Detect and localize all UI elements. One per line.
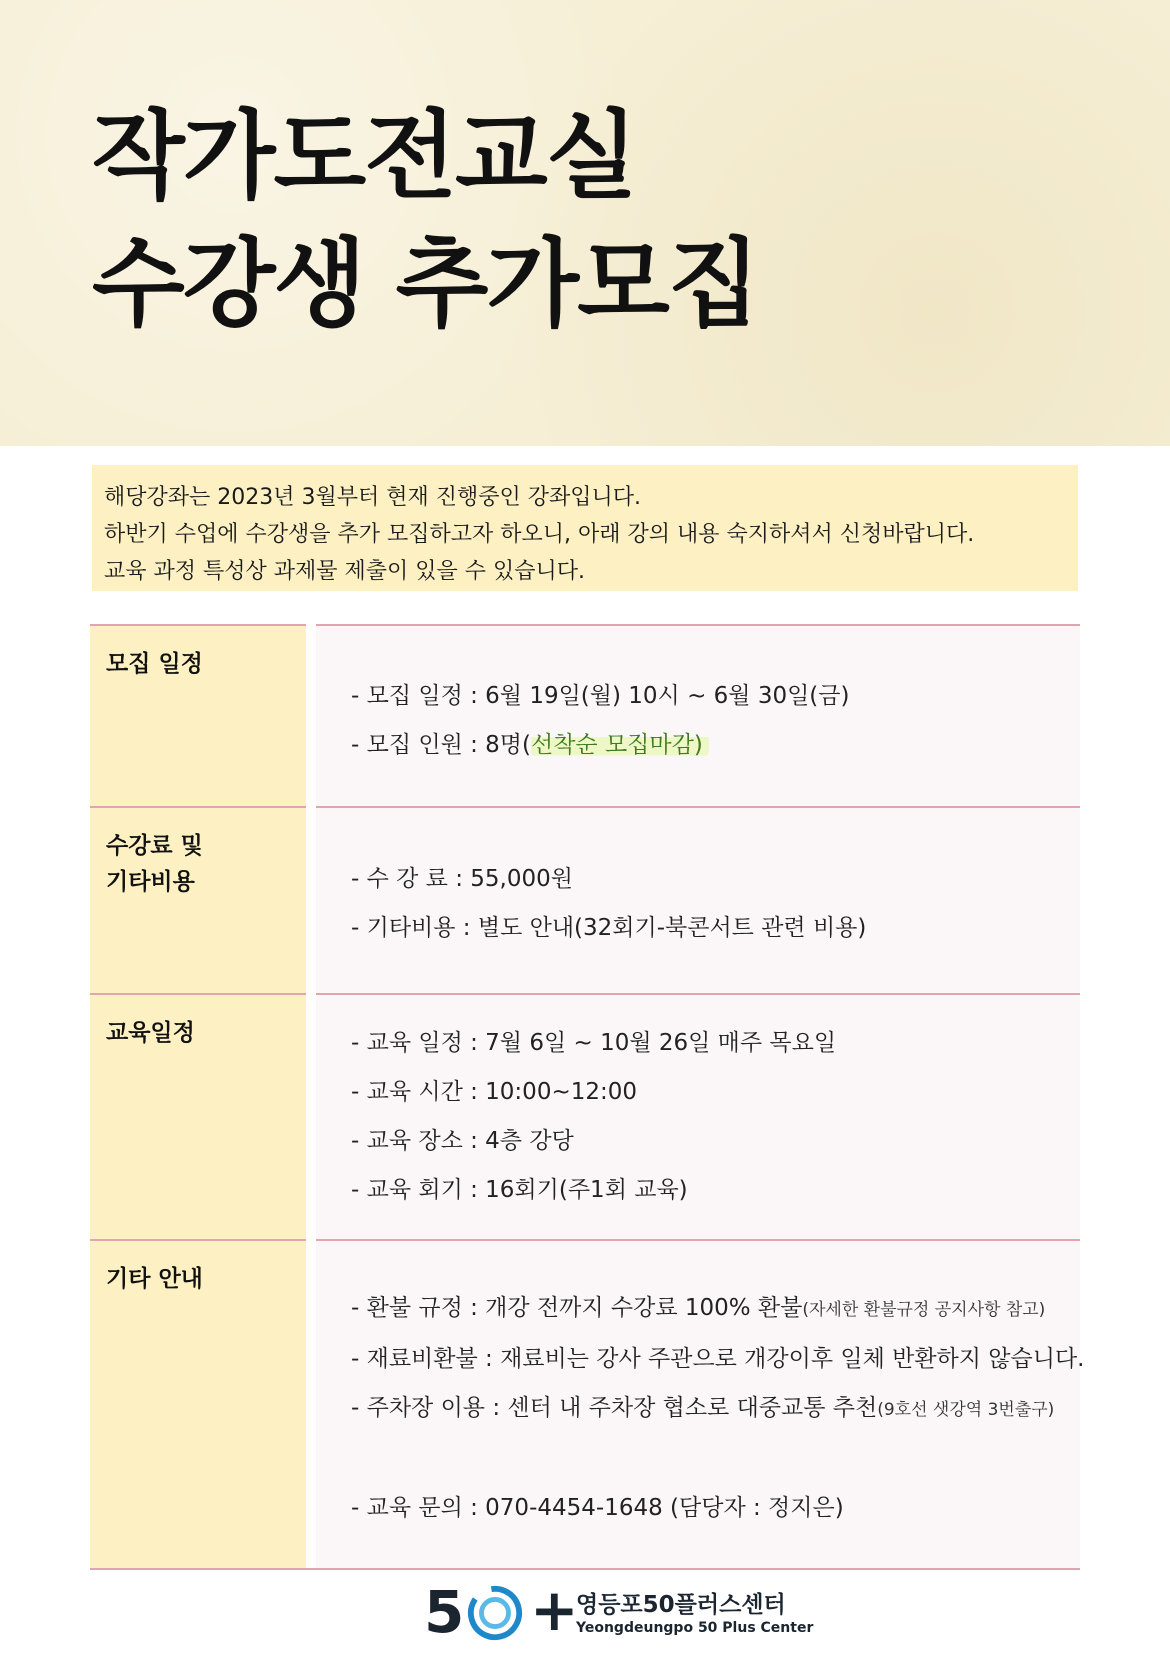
education-label: 교육일정 (106, 1020, 195, 1046)
recruit-capacity-highlight: 선착순 모집마감) (531, 732, 709, 758)
other-content (316, 1239, 1085, 1568)
refund-policy-text: - 환불 규정 : 개강 전까지 수강료 100% 환불 (351, 1295, 803, 1321)
center-name-korean: 영등포50플러스센터 (576, 1592, 786, 1618)
title-line-2: 수강생 추가모집 (92, 228, 759, 340)
logo-ring-icon (466, 1584, 524, 1642)
recruit-row (90, 624, 1080, 806)
contact-info: - 교육 문의 : 070-4454-1648 (담당자 : 정지은) (351, 1495, 844, 1521)
education-time: - 교육 시간 : 10:00~12:00 (351, 1079, 638, 1105)
intro-notice (92, 465, 1078, 591)
recruit-schedule: - 모집 일정 : 6월 19일(월) 10시 ~ 6월 30일(금) (351, 683, 850, 709)
education-row (90, 993, 1080, 1239)
education-sessions: - 교육 회기 : 16회기(주1회 교육) (351, 1177, 688, 1203)
education-place: - 교육 장소 : 4층 강당 (351, 1128, 574, 1154)
recruit-content (316, 624, 1080, 806)
page-title (92, 92, 759, 348)
other-row (90, 1239, 1085, 1568)
fee-content (316, 806, 1080, 993)
logo-plus: + (530, 1576, 579, 1644)
table-bottom-divider (90, 1568, 1080, 1570)
education-schedule: - 교육 일정 : 7월 6일 ~ 10월 26일 매주 목요일 (351, 1030, 837, 1056)
fee-other: - 기타비용 : 별도 안내(32회기-북콘서트 관련 비용) (351, 914, 867, 941)
recruit-capacity (351, 721, 1080, 770)
recruit-label-cell (90, 624, 306, 806)
parking-info-text: - 주차장 이용 : 센터 내 주차장 협소로 대중교통 추천 (351, 1395, 878, 1421)
logo-five: 5 (424, 1578, 465, 1646)
material-refund: - 재료비환불 : 재료비는 강사 주관으로 개강이후 일체 반환하지 않습니다. (351, 1346, 1085, 1372)
parking-info-note: (9호선 샛강역 3번출구) (877, 1400, 1055, 1420)
notice-line-1: 해당강좌는 2023년 3월부터 현재 진행중인 강좌입니다. (104, 485, 641, 510)
fee-label-cell (90, 806, 306, 993)
recruit-capacity-text: - 모집 인원 : 8명( (351, 732, 531, 758)
fee-row (90, 806, 1080, 993)
footer-logo (420, 1576, 840, 1648)
parking-info (351, 1384, 1080, 1435)
notice-line-3: 교육 과정 특성상 과제물 제출이 있을 수 있습니다. (104, 559, 585, 584)
refund-policy (351, 1284, 1080, 1335)
notice-line-2: 하반기 수업에 수강생을 추가 모집하고자 하오니, 아래 강의 내용 숙지하셔서 신청바랍니다. (104, 522, 975, 547)
other-label: 기타 안내 (106, 1266, 203, 1292)
education-content (316, 993, 1080, 1239)
recruit-label: 모집 일정 (106, 651, 203, 677)
fee-label-line-1: 수강료 및 (106, 833, 203, 859)
fee-label-line-2: 기타비용 (106, 869, 195, 895)
center-name-english: Yeongdeungpo 50 Plus Center (576, 1620, 814, 1636)
education-label-cell (90, 993, 306, 1239)
refund-policy-note: (자세한 환불규정 공지사항 참고) (802, 1300, 1046, 1320)
title-line-1: 작가도전교실 (92, 100, 637, 212)
fee-amount: - 수 강 료 : 55,000원 (351, 865, 573, 892)
info-table (90, 624, 1085, 1568)
other-label-cell (90, 1239, 306, 1568)
hero-banner (0, 0, 1170, 446)
